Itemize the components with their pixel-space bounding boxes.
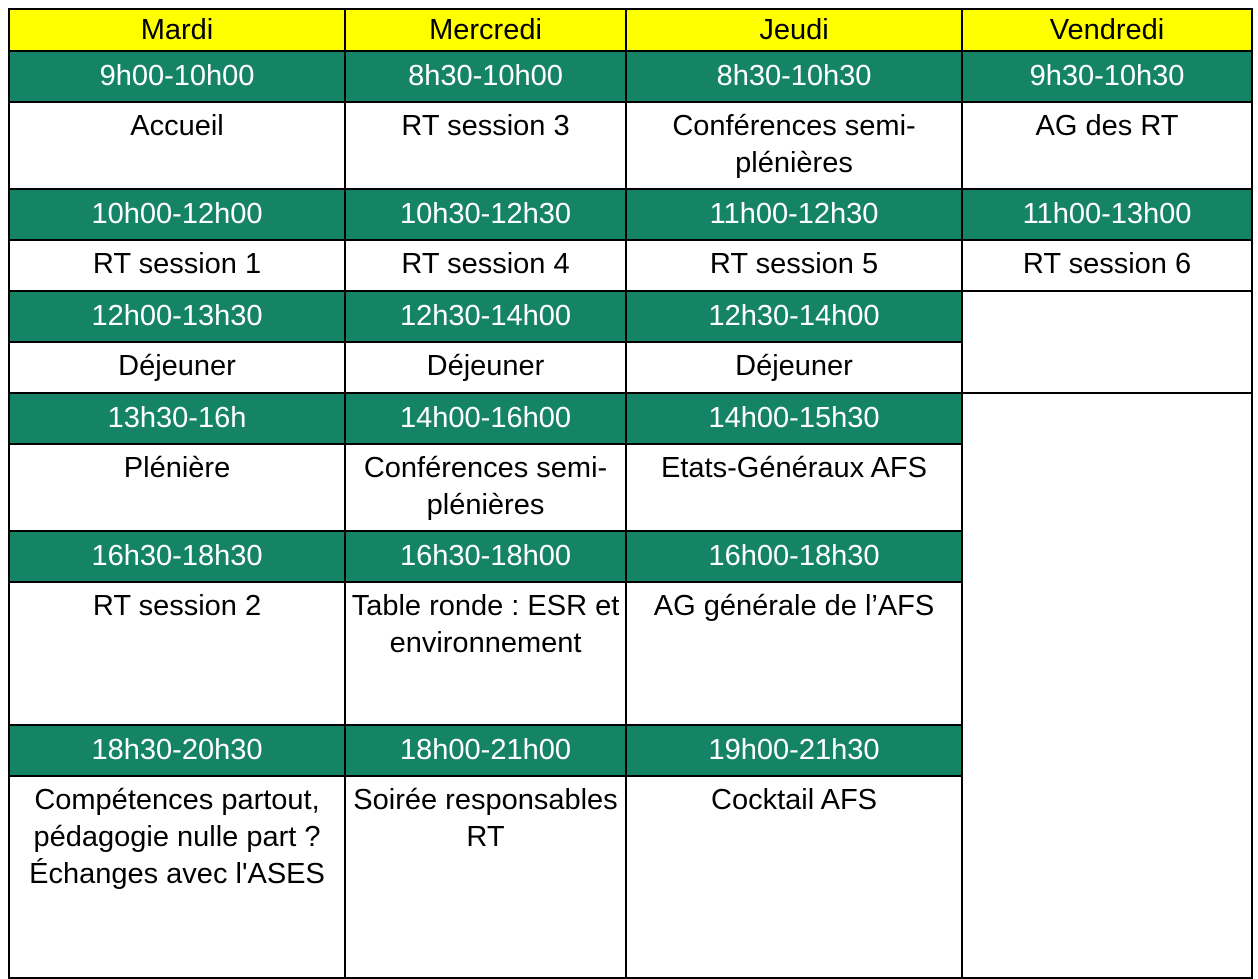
event-cell: AG des RT xyxy=(962,102,1252,189)
event-cell: Table ronde : ESR et environnement xyxy=(345,582,626,725)
time-slot: 9h30-10h30 xyxy=(962,51,1252,102)
event-cell: RT session 5 xyxy=(626,240,962,291)
day-header-mercredi: Mercredi xyxy=(345,9,626,51)
event-cell: Conférences semi-plénières xyxy=(345,444,626,531)
event-cell: Déjeuner xyxy=(626,342,962,393)
day-header-vendredi: Vendredi xyxy=(962,9,1252,51)
event-cell: AG générale de l’AFS xyxy=(626,582,962,725)
empty-cell xyxy=(962,291,1252,393)
event-cell: Soirée responsables RT xyxy=(345,776,626,978)
time-slot: 16h00-18h30 xyxy=(626,531,962,582)
day-header-mardi: Mardi xyxy=(9,9,345,51)
empty-cell xyxy=(962,393,1252,978)
event-cell: Plénière xyxy=(9,444,345,531)
time-slot: 12h00-13h30 xyxy=(9,291,345,342)
event-cell: RT session 3 xyxy=(345,102,626,189)
time-slot: 14h00-16h00 xyxy=(345,393,626,444)
time-slot: 11h00-13h00 xyxy=(962,189,1252,240)
time-slot: 16h30-18h00 xyxy=(345,531,626,582)
days-header-row xyxy=(9,9,1252,51)
time-row-4 xyxy=(9,393,1252,444)
event-cell: RT session 4 xyxy=(345,240,626,291)
event-cell: Compétences partout, pédagogie nulle part ? Échanges avec l'ASES xyxy=(9,776,345,978)
time-slot: 13h30-16h xyxy=(9,393,345,444)
time-slot: 12h30-14h00 xyxy=(345,291,626,342)
event-row-1 xyxy=(9,102,1252,189)
event-cell: Accueil xyxy=(9,102,345,189)
time-row-2 xyxy=(9,189,1252,240)
event-cell: Déjeuner xyxy=(345,342,626,393)
event-cell: RT session 1 xyxy=(9,240,345,291)
event-cell: RT session 2 xyxy=(9,582,345,725)
time-row-1 xyxy=(9,51,1252,102)
event-cell: Déjeuner xyxy=(9,342,345,393)
event-cell: RT session 6 xyxy=(962,240,1252,291)
time-slot: 9h00-10h00 xyxy=(9,51,345,102)
time-slot: 11h00-12h30 xyxy=(626,189,962,240)
schedule-table xyxy=(8,8,1253,979)
event-cell: Cocktail AFS xyxy=(626,776,962,978)
time-slot: 16h30-18h30 xyxy=(9,531,345,582)
event-cell: Conférences semi-plénières xyxy=(626,102,962,189)
time-row-3 xyxy=(9,291,1252,342)
time-slot: 8h30-10h00 xyxy=(345,51,626,102)
time-slot: 19h00-21h30 xyxy=(626,725,962,776)
time-slot: 10h30-12h30 xyxy=(345,189,626,240)
time-slot: 18h00-21h00 xyxy=(345,725,626,776)
event-cell: Etats-Généraux AFS xyxy=(626,444,962,531)
time-slot: 8h30-10h30 xyxy=(626,51,962,102)
time-slot: 18h30-20h30 xyxy=(9,725,345,776)
time-slot: 14h00-15h30 xyxy=(626,393,962,444)
time-slot: 10h00-12h00 xyxy=(9,189,345,240)
event-row-2 xyxy=(9,240,1252,291)
day-header-jeudi: Jeudi xyxy=(626,9,962,51)
time-slot: 12h30-14h00 xyxy=(626,291,962,342)
